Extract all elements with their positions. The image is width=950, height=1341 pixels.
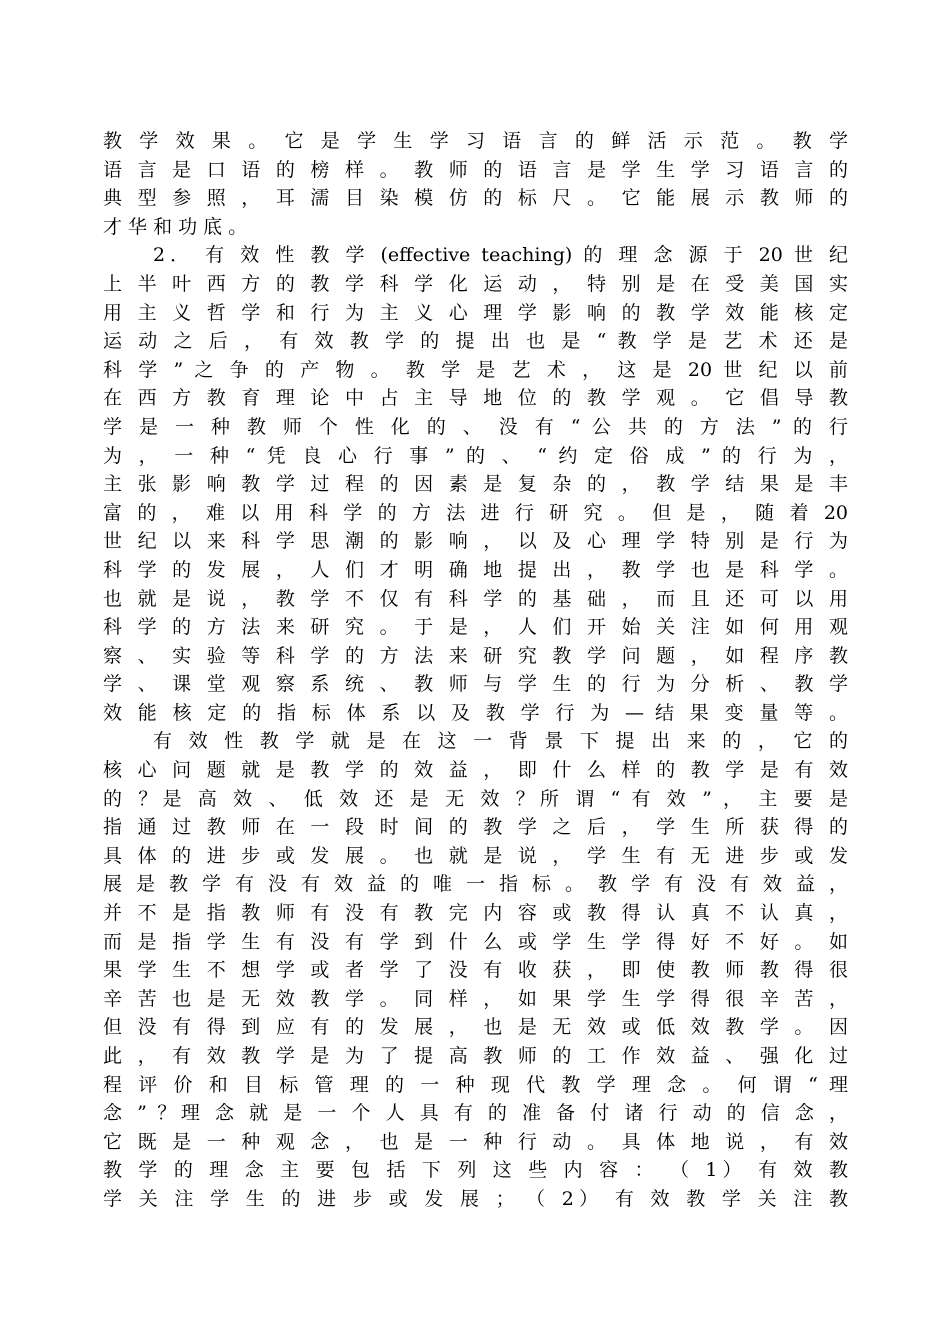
text-line: 教 学 效 果 。 它 是 学 生 学 习 语 言 的 鲜 活 示 范 。 教 学 bbox=[103, 130, 848, 152]
text-line: 主 张 影 响 教 学 过 程 的 因 素 是 复 杂 的 ， 教 学 结 果 是 丰 bbox=[103, 473, 848, 496]
text-line: 程 评 价 和 目 标 管 理 的 一 种 现 代 教 学 理 念 。 何 谓 “ 理 bbox=[103, 1073, 848, 1096]
text-line: 世 纪 以 来 科 学 思 潮 的 影 响 ， 以 及 心 理 学 特 别 是 行 为 bbox=[103, 530, 848, 553]
text-line: 上 半 叶 西 方 的 教 学 科 学 化 运 动 ， 特 别 是 在 受 美 国 实 bbox=[103, 272, 848, 295]
text-line: 科 学 的 方 法 来 研 究 。 于 是 ， 人 们 开 始 关 注 如 何 用 观 bbox=[103, 616, 848, 639]
text-line: 科 学 ” 之 争 的 产 物 。 教 学 是 艺 术 ， 这 是 20 世 纪 以 前 bbox=[103, 358, 848, 381]
text-line: 并 不 是 指 教 师 有 没 有 教 完 内 容 或 教 得 认 真 不 认 真 ， bbox=[103, 902, 848, 925]
body-text bbox=[103, 127, 848, 1214]
text-line: 效 能 核 定 的 指 标 体 系 以 及 教 学 行 为 — 结 果 变 量 等 。 bbox=[103, 701, 848, 724]
text-line: 但 没 有 得 到 应 有 的 发 展 ， 也 是 无 效 或 低 效 教 学 。 因 bbox=[103, 1016, 848, 1039]
text-line: 察 、 实 验 等 科 学 的 方 法 来 研 究 教 学 问 题 ， 如 程 序 教 bbox=[103, 644, 848, 667]
text-line: 它 既 是 一 种 观 念 ， 也 是 一 种 行 动 。 具 体 地 说 ， 有 效 bbox=[103, 1130, 848, 1153]
text-line: 语 言 是 口 语 的 榜 样 。 教 师 的 语 言 是 学 生 学 习 语 言 的 bbox=[103, 158, 848, 181]
text-line: 果 学 生 不 想 学 或 者 学 了 没 有 收 获 ， 即 使 教 师 教 得 很 bbox=[103, 959, 848, 982]
text-line: 此 ， 有 效 教 学 是 为 了 提 高 教 师 的 工 作 效 益 、 强 化 过 bbox=[103, 1045, 848, 1067]
text-line: 用 主 义 哲 学 和 行 为 主 义 心 理 学 影 响 的 教 学 效 能 核 定 bbox=[103, 301, 848, 324]
text-line: 为 ， 一 种 “ 凭 良 心 行 事 ” 的 、 “ 约 定 俗 成 ” 的 行 为 ， bbox=[103, 444, 848, 467]
text-line: 学 、 课 堂 观 察 系 统 、 教 师 与 学 生 的 行 为 分 析 、 教 学 bbox=[103, 673, 848, 696]
text-line: 学 关 注 学 生 的 进 步 或 发 展 ； （ 2） 有 效 教 学 关 注 教 bbox=[103, 1187, 848, 1210]
text-line: 在 西 方 教 育 理 论 中 占 主 导 地 位 的 教 学 观 。 它 倡 导 教 bbox=[103, 387, 848, 410]
text-line: 教 学 的 理 念 主 要 包 括 下 列 这 些 内 容 ： （ 1） 有 效 教 bbox=[103, 1159, 848, 1182]
text-line: 展 是 教 学 有 没 有 效 益 的 唯 一 指 标 。 教 学 有 没 有 效 益 ， bbox=[103, 873, 848, 896]
text-line: 指 通 过 教 师 在 一 段 时 间 的 教 学 之 后 ， 学 生 所 获 得 的 bbox=[103, 816, 848, 839]
text-line: 才 华 和 功 底 。 bbox=[103, 215, 248, 238]
text-line: 而 是 指 学 生 有 没 有 学 到 什 么 或 学 生 学 得 好 不 好 。 如 bbox=[103, 930, 848, 953]
text-line: 富 的 ， 难 以 用 科 学 的 方 法 进 行 研 究 。 但 是 ， 随 着 20 bbox=[103, 501, 848, 524]
text-line: 2． 有 效 性 教 学 (effective teaching) 的 理 念 源 于 20 世 纪 bbox=[153, 244, 848, 267]
text-line: 运 动 之 后 ， 有 效 教 学 的 提 出 也 是 “ 教 学 是 艺 术 还 是 bbox=[103, 330, 848, 353]
text-line: 学 是 一 种 教 师 个 性 化 的 、 没 有 “ 公 共 的 方 法 ” 的 行 bbox=[103, 415, 848, 438]
text-line: 有 效 性 教 学 就 是 在 这 一 背 景 下 提 出 来 的 ， 它 的 bbox=[153, 730, 848, 753]
text-line: 科 学 的 发 展 ， 人 们 才 明 确 地 提 出 ， 教 学 也 是 科 学 。 bbox=[103, 558, 848, 581]
text-line: 核 心 问 题 就 是 教 学 的 效 益 ， 即 什 么 样 的 教 学 是 有 效 bbox=[103, 759, 848, 782]
text-line: 也 就 是 说 ， 教 学 不 仅 有 科 学 的 基 础 ， 而 且 还 可 以 用 bbox=[103, 587, 848, 610]
text-line: 辛 苦 也 是 无 效 教 学 。 同 样 ， 如 果 学 生 学 得 很 辛 苦 ， bbox=[103, 987, 848, 1010]
text-line: 典 型 参 照 ， 耳 濡 目 染 模 仿 的 标 尺 。 它 能 展 示 教 师 的 bbox=[103, 187, 848, 210]
text-line: 具 体 的 进 步 或 发 展 。 也 就 是 说 ， 学 生 有 无 进 步 或 发 bbox=[103, 844, 848, 867]
text-line: 念 ” ？理 念 就 是 一 个 人 具 有 的 准 备 付 诸 行 动 的 信 念 ， bbox=[103, 1102, 848, 1125]
text-line: 的 ？是 高 效 、 低 效 还 是 无 效 ？所 谓 “ 有 效 ” ， 主 要 是 bbox=[103, 787, 848, 810]
